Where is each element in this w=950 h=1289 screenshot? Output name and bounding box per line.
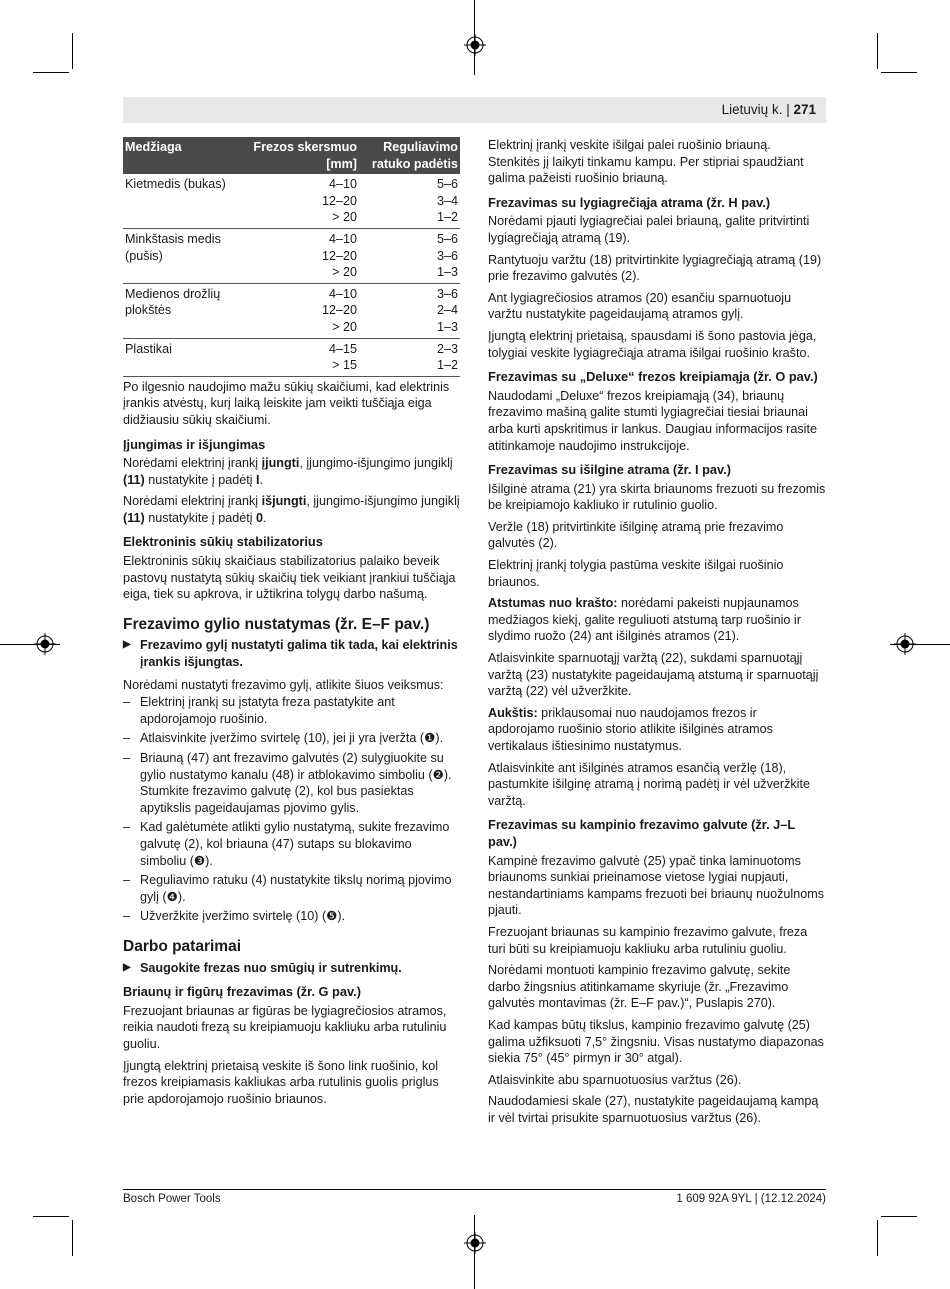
table-header-row — [123, 137, 460, 174]
right-column — [488, 137, 826, 1131]
section-heading: Frezavimas su kampinio frezavimo galvute (žr. J–L pav.) — [488, 817, 796, 849]
speed-table — [123, 137, 460, 377]
section-heading: Frezavimo gylio nustatymas (žr. E–F pav.) — [123, 615, 430, 633]
paragraph: Aukštis: priklausomai nuo naudojamos frezos ir apdorojamo ruošinio storio atlikite išilginės atramos vertikalaus ištiesinimo nustatymus. — [488, 705, 773, 753]
registration-mark-icon — [34, 633, 56, 655]
header-text: Lietuvių k. | 271 — [721, 102, 816, 117]
table-cell-diameter: 4–15 > 15 — [328, 341, 357, 373]
paragraph: Naudodamiesi skale (27), nustatykite pageidaujamą kampą ir vėl tvirtai prisukite sparnuotuosius varžtus (26). — [488, 1094, 819, 1125]
left-column — [123, 137, 460, 1112]
paragraph: Išilginė atrama (21) yra skirta briaunoms frezuoti su frezomis be kreipiamojo kakliuko ir rutulinio guolio. — [488, 481, 826, 513]
table-cell-material: Kietmedis (bukas) — [125, 177, 226, 192]
table-row — [123, 228, 460, 283]
paragraph: Atlaisvinkite abu sparnuotuosius varžtus (26). — [488, 1072, 742, 1087]
list-item: – Kad galėtumėte atlikti gylio nustatymą, sukite frezavimo galvutę (2), kol briauna (47) sutaps su blokavimo simboliu (❸). — [123, 819, 460, 869]
list-item: – Briauną (47) ant frezavimo galvutės (2) sulygiuokite su gylio nustatymo kanalu (48) ir atblokavimo simboliu (❷). Stumkite frezavimo galvutę (2), kol bus pasiektas apytikslis pageidaujamas pjovimo gylis. — [123, 750, 460, 816]
warning-note: ▶ Frezavimo gylį nustatyti galima tik tada, kai elektrinis įrankis išjungtas. — [123, 637, 460, 670]
footer-brand: Bosch Power Tools — [123, 1193, 221, 1205]
crop-mark — [33, 72, 69, 73]
crop-mark — [881, 72, 917, 73]
paragraph: Atstumas nuo krašto: norėdami pakeisti nupjaunamos medžiagos kiekį, galite reguliuoti atstumą tarp ruošinio ir slydimo ruožo (24) ant išilginės atramos (21). — [488, 596, 801, 644]
crop-mark — [72, 1220, 73, 1256]
table-header-material: Medžiaga — [125, 140, 182, 154]
table-header-position: Reguliavimo ratuko padėtis — [371, 140, 458, 171]
page-number: 271 — [793, 102, 816, 117]
table-cell-diameter: 4–10 12–20 > 20 — [321, 177, 357, 225]
table-cell-position: 3–6 2–4 1–3 — [436, 286, 458, 334]
list-item: – Atlaisvinkite įveržimo svirtelę (10), jei ji yra įveržta (❶). — [123, 730, 460, 747]
paragraph: Įjungtą elektrinį prietaisą veskite iš šono link ruošinio, kol frezos kreipiamasis kakliukas arba rutulinis guolis priglus prie apdorojamojo ruošinio briaunos. — [123, 1058, 439, 1106]
table-cell-material: Minkštasis medis (pušis) — [125, 231, 221, 263]
paragraph: Ant lygiagrečiosios atramos (20) esančiu sparnuotuoju varžtu nustatykite pageidaujamą atramos gylį. — [488, 290, 792, 322]
paragraph: Norėdami elektrinį įrankį išjungti, įjungimo-išjungimo jungiklį (11) nustatykite į padėtį 0. — [123, 494, 460, 525]
table-row — [123, 283, 460, 338]
section-heading: Briaunų ir figūrų frezavimas (žr. G pav.) — [123, 984, 361, 1000]
paragraph: Frezuojant briaunas ar figūras be lygiagrečiosios atramos, reikia naudoti frezą su kreipiamuoju kakliuku arba rutuliniu guoliu. — [123, 1003, 447, 1051]
paragraph: Atlaisvinkite sparnuotąjį varžtą (22), sukdami sparnuotąjį varžtą (23) nustatykite pageidaujamą atstumą ir sparnuotąjį varžtą (22) vėl užveržkite. — [488, 651, 819, 699]
crop-mark — [72, 33, 73, 69]
paragraph: Elektrinį įrankį tolygia pastūma veskite išilgai ruošinio briaunos. — [488, 558, 784, 589]
paragraph: Norėdami montuoti kampinio frezavimo galvutę, sekite darbo žingsnius atitinkamame skyriuje (žr. „Frezavimo galvutės montavimas (žr. E–F pav.)“, Puslapis 270). — [488, 963, 791, 1011]
paragraph: Naudodami „Deluxe“ frezos kreipiamąją (34), briaunų frezavimo mašiną galite stumti lygiagrečiai tiesiai briaunai arba kurti apskritimus ir lankus. Daugiau informacijos rasite atitinkamoje naudojimo instrukcijoje. — [488, 388, 817, 453]
paragraph: Norėdami elektrinį įrankį įjungti, įjungimo-išjungimo jungiklį (11) nustatykite į padėtį I. — [123, 456, 453, 487]
section-heading: Įjungimas ir išjungimas — [123, 436, 266, 452]
list-item: – Reguliavimo ratuku (4) nustatykite tikslų norimą pjovimo gylį (❹). — [123, 872, 460, 905]
header-language: Lietuvių k. — [721, 102, 783, 117]
paragraph: Rantytuoju varžtu (18) pritvirtinkite lygiagrečiąją atramą (19) prie frezavimo galvutės (2). — [488, 252, 822, 284]
table-row — [123, 174, 460, 228]
steps-list — [123, 694, 460, 925]
registration-mark-icon — [464, 1232, 486, 1254]
section-heading: Frezavimas su lygiagrečiąja atrama (žr. H pav.) — [488, 194, 771, 210]
paragraph: Po ilgesnio naudojimo mažu sūkių skaičiumi, kad elektrinis įrankis atvėstų, kurį laiką leiskite jam veikti tuščiąja eiga didžiausiu sūkių skaičiumi. — [123, 379, 450, 427]
table-cell-diameter: 4–10 12–20 > 20 — [321, 231, 357, 280]
section-heading: Frezavimas su išilgine atrama (žr. I pav.) — [488, 462, 732, 478]
table-cell-diameter: 4–10 12–20 > 20 — [321, 286, 357, 334]
table-cell-material: Medienos drožlių plokštės — [125, 286, 221, 318]
table-cell-position: 2–3 1–2 — [436, 341, 458, 373]
crop-mark — [33, 1216, 69, 1217]
list-item: – Užveržkite įveržimo svirtelę (10) (❺). — [123, 908, 460, 925]
table-row — [123, 338, 460, 376]
crop-mark — [877, 33, 878, 69]
table-cell-position: 5–6 3–6 1–3 — [436, 231, 458, 280]
registration-mark-icon — [464, 34, 486, 56]
paragraph: Įjungtą elektrinį prietaisą, spausdami iš šono pastovia jėga, tolygiai veskite lygiagrečiąja atrama išilgai ruošinio krašto. — [488, 328, 817, 360]
paragraph: Atlaisvinkite ant išilginės atramos esančią veržlę (18), pastumkite išilginę atramą į norimą padėtį ir vėl užveržkite varžtą. — [488, 760, 810, 808]
warning-note: ▶ Saugokite frezas nuo smūgių ir sutrenkimų. — [123, 960, 460, 977]
section-heading: Frezavimas su „Deluxe“ frezos kreipiamąja (žr. O pav.) — [488, 369, 818, 385]
paragraph: Norėdami pjauti lygiagrečiai palei briauną, galite pritvirtinti lygiagrečiąją atramą (19). — [488, 214, 810, 245]
list-item: – Elektrinį įrankį su įstatyta freza pastatykite ant apdorojamojo ruošinio. — [123, 694, 460, 727]
paragraph: Norėdami nustatyti frezavimo gylį, atlikite šiuos veiksmus: — [123, 677, 444, 692]
footer-doc-id: 1 609 92A 9YL | (12.12.2024) — [676, 1193, 826, 1205]
registration-mark-icon — [894, 633, 916, 655]
table-cell-material: Plastikai — [125, 341, 172, 356]
paragraph: Elektrinį įrankį veskite išilgai palei ruošinio briauną. Stenkitės jį laikyti tinkamu kampu. Per stipriai spaudžiant galima pažeisti ruošinio briauną. — [488, 138, 804, 186]
table-header-diameter: Frezos skersmuo [mm] — [253, 140, 357, 171]
table-cell-position: 5–6 3–4 1–2 — [436, 177, 458, 225]
crop-mark — [877, 1220, 878, 1256]
footer-divider — [123, 1189, 826, 1190]
paragraph: Frezuojant briaunas su kampinio frezavimo galvute, freza turi būti su kreipiamuoju kakliuku arba rutuliniu guoliu. — [488, 924, 808, 956]
paragraph: Veržle (18) pritvirtinkite išilginę atramą prie frezavimo galvutės (2). — [488, 519, 784, 551]
paragraph: Elektroninis sūkių skaičiaus stabilizatorius palaiko beveik pastovų nustatytą sūkių skaičių tiek veikiant įrankiui tuščiąja eiga, tiek su apkrova, ir užtikrina tolygų darbo našumą. — [123, 554, 456, 602]
page-header — [123, 97, 826, 123]
section-heading: Elektroninis sūkių stabilizatorius — [123, 534, 323, 550]
section-heading: Darbo patarimai — [123, 937, 242, 955]
paragraph: Kad kampas būtų tikslus, kampinio frezavimo galvutę (25) galima užfiksuoti 7,5° žingsniu. Visas nustatymo diapazonas siekia 75° (45° pirmyn ir 30° atgal). — [488, 1017, 824, 1066]
crop-mark — [881, 1216, 917, 1217]
paragraph: Kampinė frezavimo galvutė (25) ypač tinka laminuotoms briaunoms sunkiai prieinamose vietose lygiai nupjauti, nestandartiniams kampams frezuoti bei briaunų nuožulnoms pjauti. — [488, 853, 825, 918]
